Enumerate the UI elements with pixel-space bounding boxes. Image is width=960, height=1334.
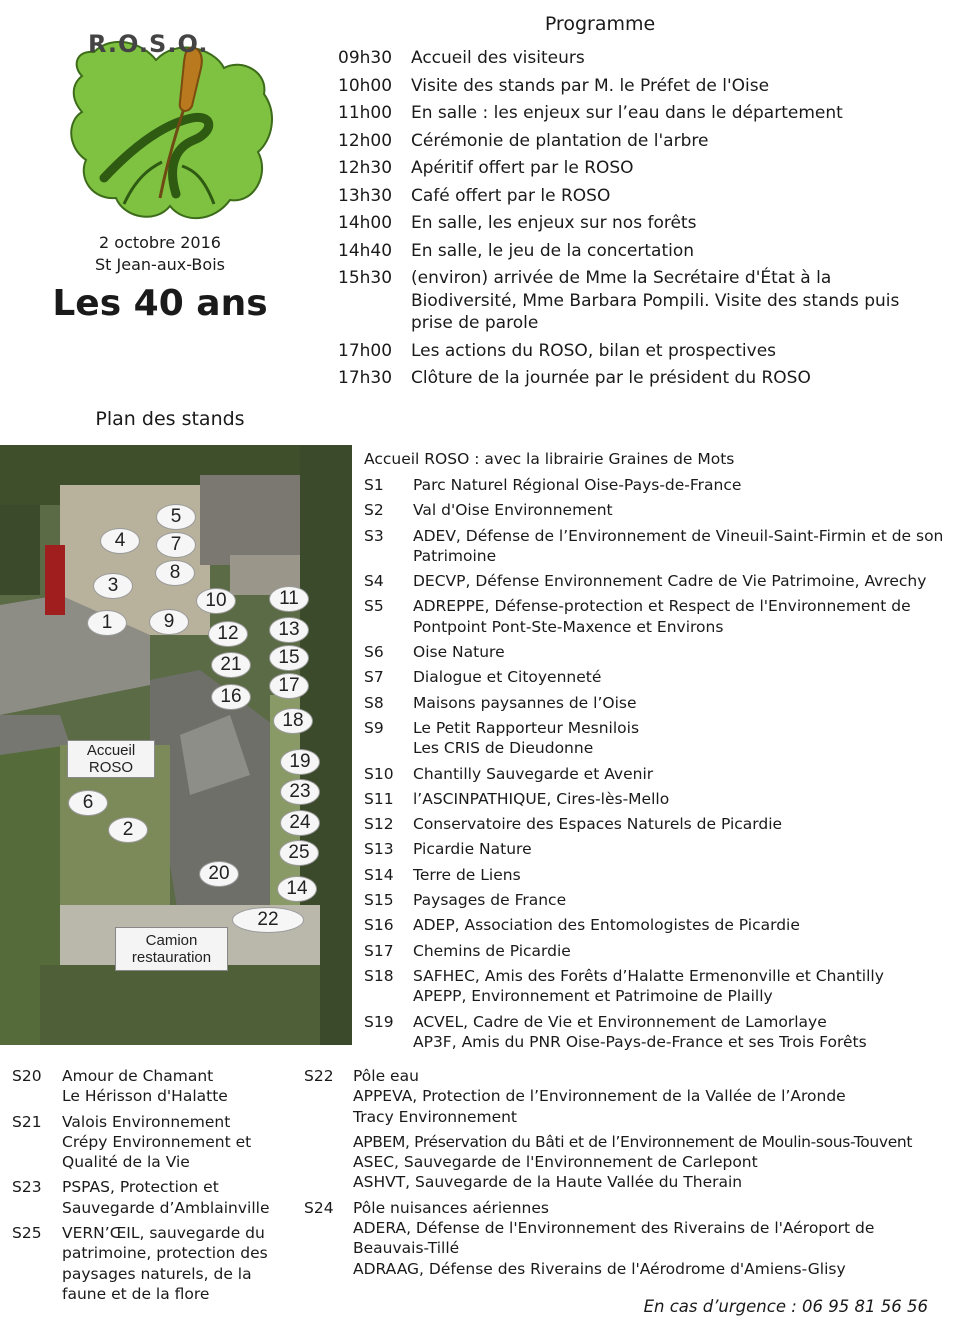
stand-badge: 19 (280, 749, 320, 775)
list-item (338, 130, 938, 153)
stand-badge: 17 (269, 673, 309, 699)
stand-names: Parc Naturel Régional Oise-Pays-de-France (413, 476, 742, 494)
programme-activity: Cérémonie de plantation de l'arbre (411, 130, 709, 151)
camion-label: Camion restauration (115, 927, 228, 971)
stand-names: Terre de Liens (413, 865, 521, 884)
list-item (338, 212, 938, 235)
roso-logo (64, 28, 276, 228)
stand-code: S15 (364, 891, 394, 910)
stand-badge: 22 (232, 907, 304, 933)
stand-code: S21 (12, 1112, 42, 1131)
stand-names: Oise Nature (413, 643, 505, 662)
list-item (12, 1112, 297, 1173)
list-item (364, 571, 949, 591)
list-item (12, 1177, 297, 1218)
stand-code: S3 (364, 526, 384, 545)
list-item (364, 789, 949, 809)
stand-code: S24 (304, 1198, 334, 1217)
list-item (338, 185, 938, 208)
list-item (338, 240, 938, 263)
list-item (338, 47, 938, 70)
programme-activity: Apéritif offert par le ROSO (411, 158, 634, 178)
list-item (364, 718, 949, 759)
stand-names: ACVEL, Cadre de Vie et Environnement de Lamorlaye AP3F, Amis du PNR Oise-Pays-de-France et ses Trois Forêts (413, 1012, 867, 1051)
stand-names: ADEV, Défense de l’Environnement de Vineuil-Saint-Firmin et de son Patrimoine (413, 526, 944, 565)
stand-code: S10 (364, 764, 394, 783)
stand-names: Le Petit Rapporteur Mesnilois Les CRIS de Dieudonne (413, 718, 640, 758)
programme-time: 17h30 (338, 368, 393, 388)
stand-names: Dialogue et Citoyenneté (413, 668, 602, 687)
programme-activity: Accueil des visiteurs (411, 48, 585, 68)
list-item (364, 966, 949, 1007)
list-item (12, 1223, 297, 1304)
stand-code: S2 (364, 501, 384, 520)
programme-title: Programme (544, 13, 656, 35)
stand-names: Maisons paysannes de l’Oise (413, 693, 637, 712)
programme-activity: Café offert par le ROSO (411, 185, 611, 206)
stand-badge: 4 (100, 528, 140, 554)
stand-names: Picardie Nature (413, 840, 532, 859)
stand-names: DECVP, Défense Environnement Cadre de Vie Patrimoine, Avrechy (413, 572, 927, 591)
stand-code: S11 (364, 789, 394, 808)
stand-badge: 25 (279, 840, 319, 866)
logo-text: R.O.S.O. (88, 30, 209, 58)
programme-time: 12h00 (338, 130, 393, 151)
stand-names: SAFHEC, Amis des Forêts d’Halatte Ermenonville et Chantilly APEPP, Environnement et Patrimoine de Plailly (413, 966, 884, 1006)
stand-names: ADREPPE, Défense-protection et Respect de l'Environnement de Pontpoint Pont-Ste-Maxence et Environs (413, 597, 911, 636)
stand-badge: 14 (277, 876, 317, 902)
programme-activity: Clôture de la journée par le président du ROSO (411, 368, 811, 388)
stand-code: S25 (12, 1224, 42, 1243)
stand-code: S13 (364, 840, 394, 859)
list-item (304, 1066, 954, 1193)
list-item (364, 890, 949, 910)
stand-code: S20 (12, 1067, 42, 1085)
list-item (364, 941, 949, 961)
list-item (338, 157, 938, 180)
programme-activity: En salle, les enjeux sur nos forêts (411, 213, 697, 233)
programme-time: 14h40 (338, 240, 393, 261)
stand-badge: 21 (211, 652, 251, 678)
stand-code: S1 (364, 476, 384, 494)
programme-activity: En salle, le jeu de la concertation (411, 240, 695, 261)
programme-time: 11h00 (338, 103, 393, 123)
programme-time: 17h00 (338, 340, 393, 361)
stand-names: l’ASCINPATHIQUE, Cires-lès-Mello (413, 789, 670, 808)
stands-list-bottom-left (12, 1066, 297, 1309)
stand-code: S5 (364, 597, 384, 616)
stand-code: S19 (364, 1012, 394, 1031)
event-date: 2 octobre 2016 (99, 233, 221, 252)
list-item (364, 814, 949, 834)
stand-code: S9 (364, 718, 384, 737)
stand-badge: 23 (280, 779, 320, 805)
stand-badge: 15 (269, 645, 309, 671)
programme-time: 09h30 (338, 48, 393, 68)
stand-names: Conservatoire des Espaces Naturels de Picardie (413, 815, 783, 834)
stand-code: S23 (12, 1178, 42, 1197)
stand-badge: 9 (149, 609, 189, 635)
programme-activity: Les actions du ROSO, bilan et prospectives (411, 340, 777, 361)
programme-activity: (environ) arrivée de Mme la Secrétaire d'État à la Biodiversité, Mme Barbara Pompili. Visite des stands puis prise de parole (411, 268, 900, 333)
stand-badge: 1 (87, 610, 127, 636)
stand-badge: 10 (196, 588, 236, 614)
list-item (364, 915, 949, 935)
event-title: Les 40 ans (52, 283, 268, 324)
programme-time: 14h00 (338, 213, 393, 233)
stand-names: Paysages de France (413, 891, 567, 910)
stand-code: S14 (364, 865, 394, 884)
programme-time: 15h30 (338, 268, 393, 288)
programme-activity: Visite des stands par M. le Préfet de l'Oise (411, 75, 770, 96)
stand-badge: 20 (199, 861, 239, 887)
stand-badge: 12 (208, 621, 248, 647)
list-item (338, 75, 938, 98)
stand-badge: 13 (269, 617, 309, 643)
stands-intro: Accueil ROSO : avec la librairie Graines de Mots (364, 450, 735, 468)
list-item (364, 865, 949, 885)
list-item (304, 1198, 954, 1279)
stand-names: Chantilly Sauvegarde et Avenir (413, 764, 654, 783)
stand-names: ADEP, Association des Entomologistes de Picardie (413, 916, 800, 935)
stand-code: S18 (364, 966, 394, 985)
emergency-contact: En cas d’urgence : 06 95 81 56 56 (643, 1297, 928, 1316)
stand-badge: 11 (269, 586, 309, 612)
event-place: St Jean-aux-Bois (95, 255, 225, 274)
stand-badge: 3 (93, 573, 133, 599)
list-item (364, 596, 949, 637)
stand-names: VERN’ŒIL, sauvegarde du patrimoine, protection des paysages naturels, de la faune et de la flore (62, 1224, 268, 1303)
list-item (338, 102, 938, 125)
stand-badge: 18 (273, 708, 313, 734)
programme-time: 10h00 (338, 75, 393, 96)
stands-map (0, 445, 352, 1045)
stand-names: Val d'Oise Environnement (413, 501, 613, 520)
stand-badge: 24 (280, 810, 320, 836)
list-item (364, 693, 949, 713)
stand-badge: 7 (156, 532, 196, 558)
stand-names: PSPAS, Protection et Sauvegarde d’Amblainville (62, 1178, 270, 1217)
stand-badge: 6 (68, 790, 108, 816)
stand-code: S8 (364, 693, 384, 712)
stand-code: S7 (364, 668, 384, 687)
programme-activity: En salle : les enjeux sur l’eau dans le département (411, 103, 843, 123)
stand-names: Chemins de Picardie (413, 941, 571, 960)
stand-names: APBEM, Préservation du Bâti et de l’Environnement de Moulin-sous-Touvent (353, 1132, 913, 1151)
list-item (364, 667, 949, 687)
list-item (364, 764, 949, 784)
list-item (364, 500, 949, 520)
stands-list-bottom-right (304, 1066, 954, 1284)
stand-code: S6 (364, 643, 384, 662)
list-item (338, 340, 938, 363)
accueil-label: Accueil ROSO (67, 740, 155, 778)
stand-names: Valois Environnement Crépy Environnement et Qualité de la Vie (62, 1112, 252, 1172)
list-item (364, 526, 949, 567)
list-item (12, 1066, 297, 1107)
stand-badge: 8 (155, 560, 195, 586)
list-item (338, 267, 938, 335)
programme-time: 13h30 (338, 185, 393, 206)
stand-code: S22 (304, 1067, 334, 1085)
list-item (364, 839, 949, 859)
stand-badge: 2 (108, 817, 148, 843)
list-item (364, 642, 949, 662)
plan-title: Plan des stands (95, 408, 245, 430)
stand-code: S4 (364, 572, 384, 591)
programme-time: 12h30 (338, 158, 393, 178)
stand-code: S16 (364, 916, 394, 935)
programme-list (338, 47, 938, 395)
stand-names: Amour de Chamant Le Hérisson d'Halatte (62, 1067, 228, 1106)
stand-badge: 5 (156, 504, 196, 530)
stand-badge: 16 (211, 684, 251, 710)
stand-names: Pôle nuisances aériennes ADERA, Défense de l'Environnement des Riverains de l'Aéroport de Beauvais-Tillé ADRAAG, Défense des Riverains de l'Aérodrome d'Amiens-Glisy (353, 1198, 875, 1278)
stand-names: Pôle eau APPEVA, Protection de l’Environnement de la Vallée de l’Aronde Tracy Environnement (353, 1067, 846, 1126)
stands-list (364, 475, 949, 1057)
stand-code: S17 (364, 941, 394, 960)
stand-code: S12 (364, 815, 394, 834)
list-item (364, 1012, 949, 1053)
list-item (364, 475, 949, 495)
list-item (338, 367, 938, 390)
stand-names: ASEC, Sauvegarde de l'Environnement de Carlepont ASHVT, Sauvegarde de la Haute Vallée du Therain (353, 1153, 758, 1192)
